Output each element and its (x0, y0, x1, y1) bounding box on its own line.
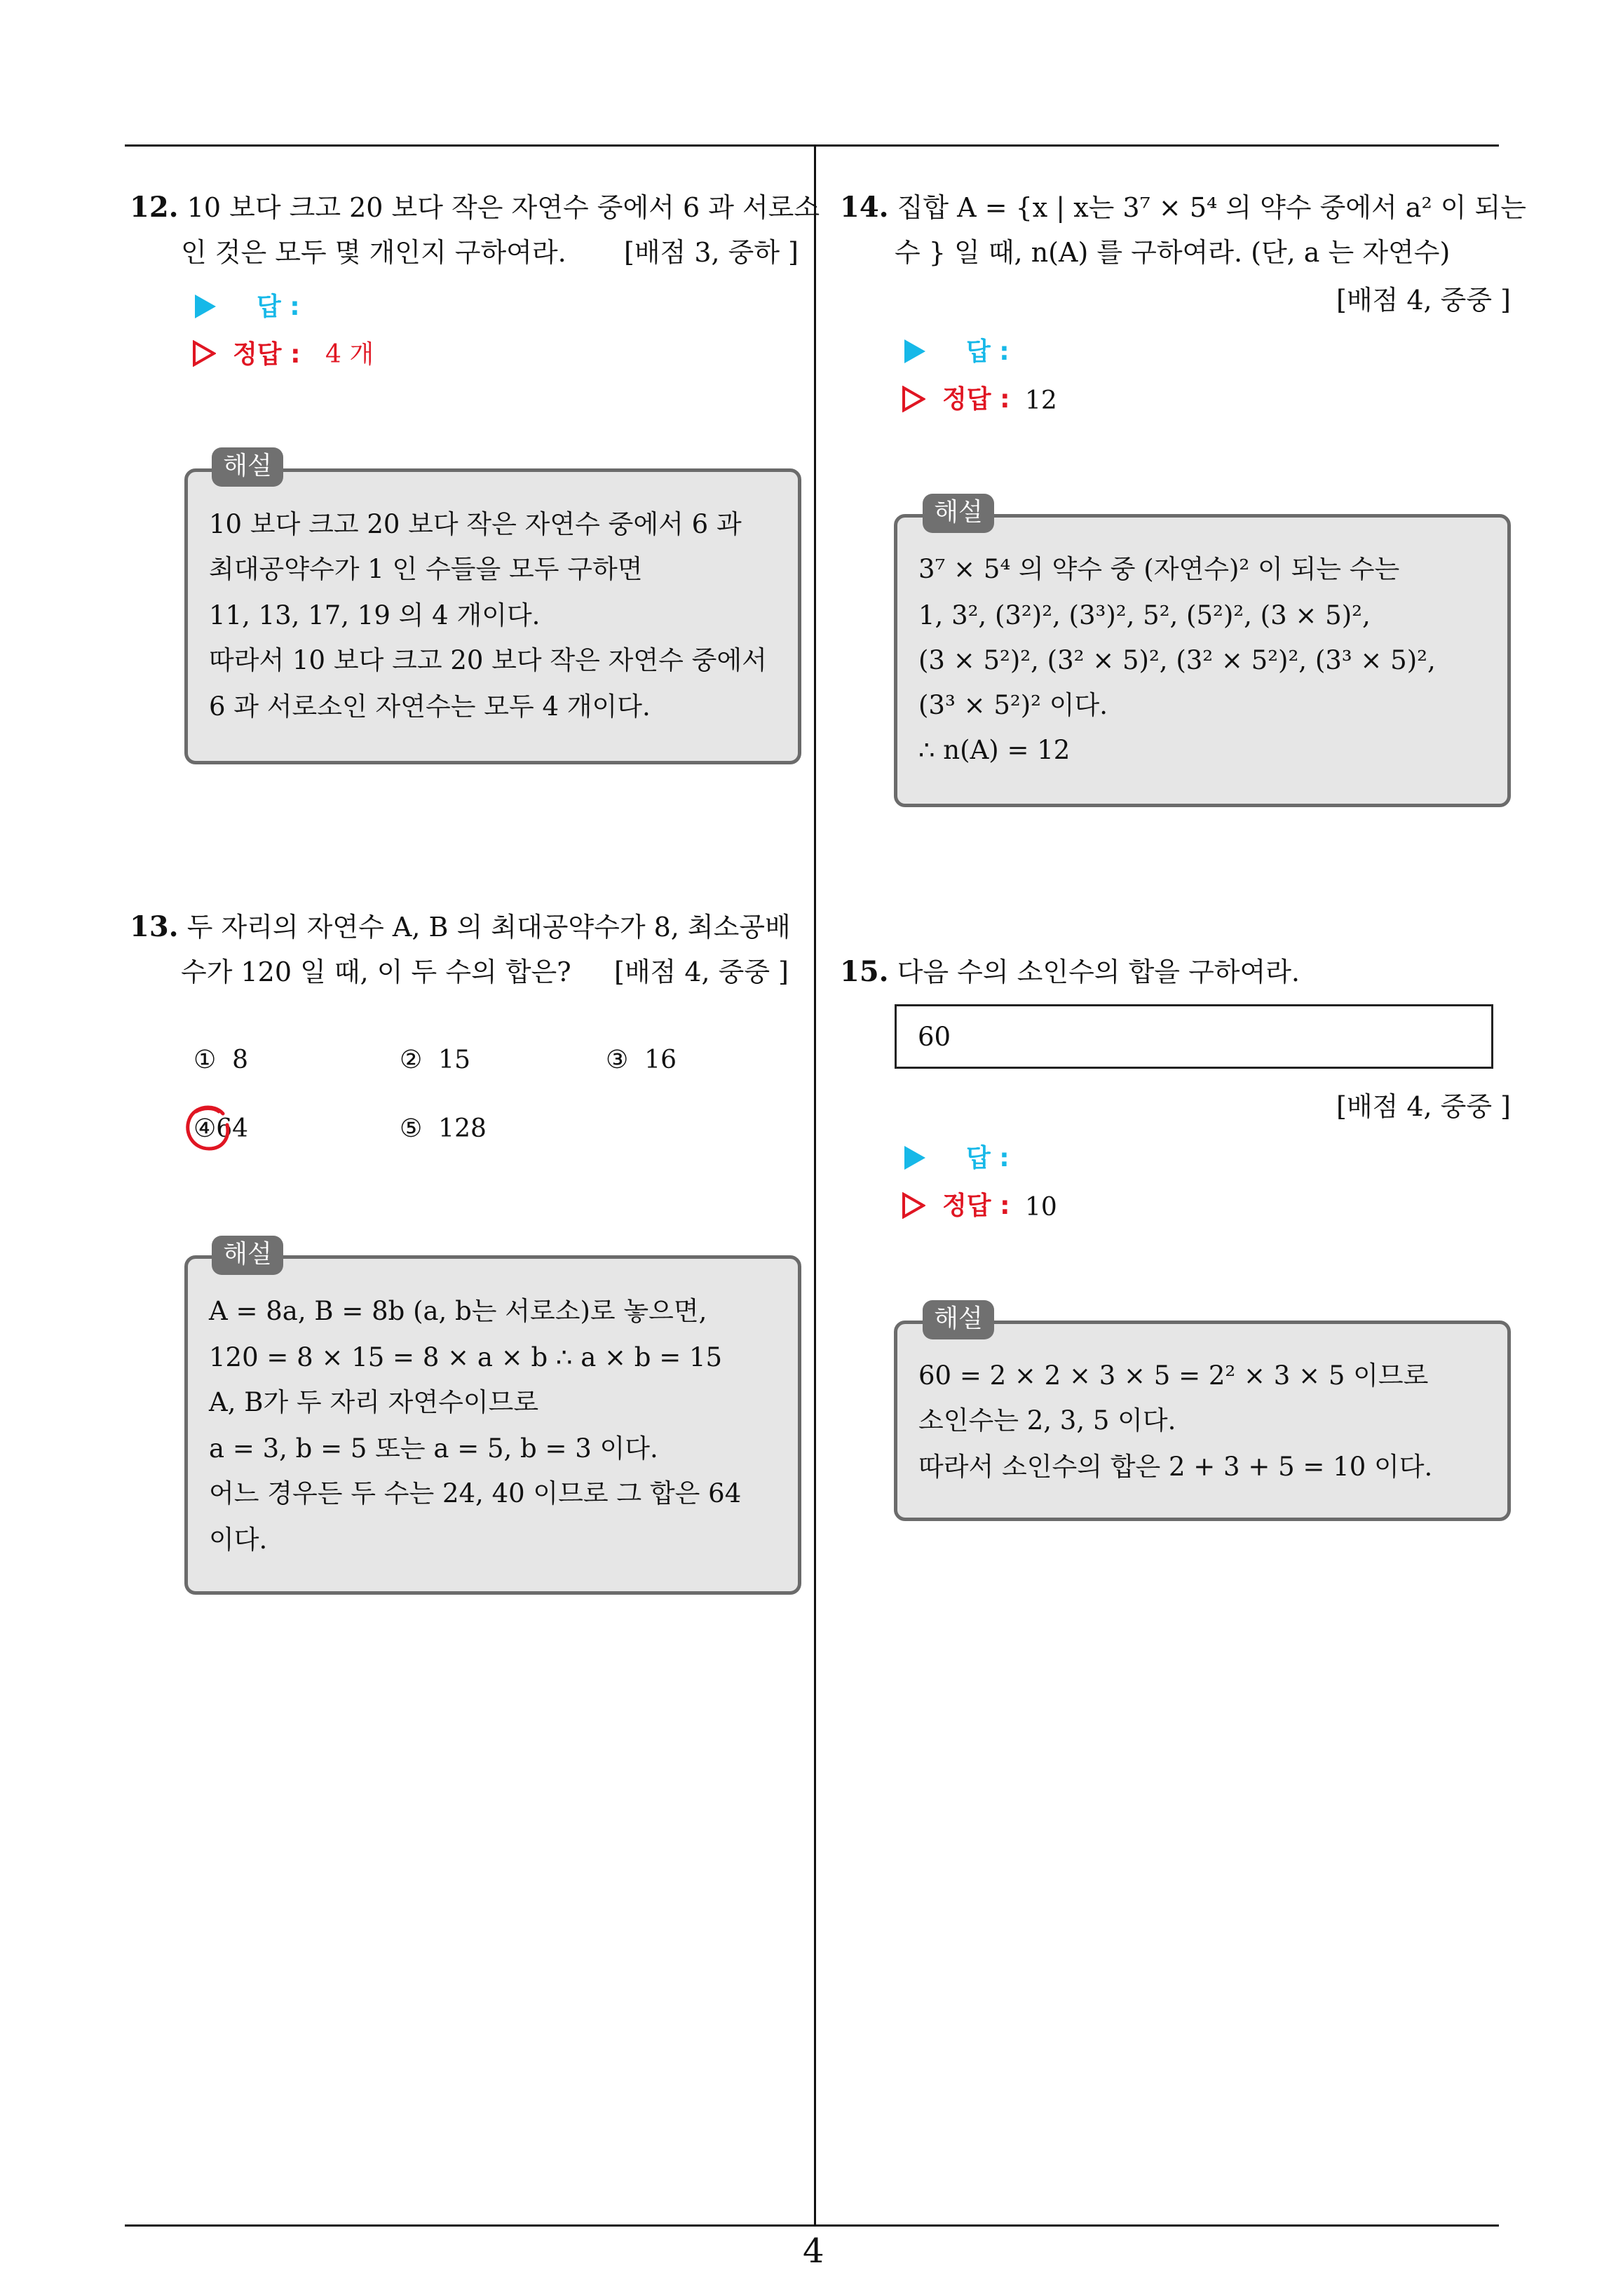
explanation-tab: 해설 (212, 447, 283, 487)
explanation-line: A, B가 두 자리 자연수이므로 (209, 1387, 539, 1417)
correct-triangle-icon (902, 386, 925, 412)
choice-mark: ③ (606, 1046, 629, 1074)
choice-value: 16 (644, 1046, 677, 1074)
score-label: [배점 3, 중하 ] (624, 237, 799, 268)
choice-mark: ④ (193, 1114, 217, 1143)
question-text-line1: 집합 A = {x | x는 3⁷ × 5⁴ 의 약수 중에서 a² 이 되는 (897, 192, 1526, 223)
choice-mark: ② (400, 1046, 423, 1074)
question-text-line1: 10 보다 크고 20 보다 작은 자연수 중에서 6 과 서로소 (186, 192, 820, 223)
answer-label: 답 : (966, 337, 1010, 366)
choice-3[interactable] (606, 1045, 677, 1076)
correct-triangle-icon (192, 340, 216, 367)
top-rule (125, 144, 1499, 147)
score-label: [배점 4, 중중 ] (1336, 285, 1511, 316)
explanation-line: 따라서 10 보다 크고 20 보다 작은 자연수 중에서 (209, 645, 767, 675)
correct-value: 4 개 (325, 340, 374, 369)
choice-mark: ① (193, 1046, 217, 1074)
explanation-line: 6 과 서로소인 자연수는 모두 4 개이다. (209, 691, 651, 722)
choice-2[interactable] (400, 1045, 470, 1076)
explanation-line: 어느 경우든 두 수는 24, 40 이므로 그 합은 64 (209, 1478, 742, 1508)
explanation-line: 이다. (209, 1525, 268, 1555)
score-label: [배점 4, 중중 ] (614, 957, 789, 987)
question-text-line2: 수가 120 일 때, 이 두 수의 합은? (181, 957, 571, 987)
correct-label: 정답 : (942, 385, 1010, 414)
bottom-rule (125, 2224, 1499, 2227)
selected-answer-circle-icon (182, 1102, 233, 1153)
explanation-line: ∴ n(A) = 12 (918, 735, 1071, 765)
page-number: 4 (803, 2231, 824, 2271)
question-number: 14. (840, 191, 889, 224)
question-text-line1: 다음 수의 소인수의 합을 구하여라. (897, 957, 1300, 987)
explanation-line: 120 = 8 × 15 = 8 × a × b ∴ a × b = 15 (209, 1342, 723, 1372)
choice-value: 128 (438, 1114, 487, 1143)
correct-triangle-icon (902, 1192, 925, 1219)
correct-label: 정답 : (233, 340, 301, 369)
question-number: 15. (840, 955, 889, 988)
explanation-tab: 해설 (923, 1300, 994, 1339)
explanation-line: 11, 13, 17, 19 의 4 개이다. (209, 600, 541, 630)
answer-arrow-icon (904, 1146, 925, 1170)
score-label: [배점 4, 중중 ] (1336, 1091, 1511, 1122)
correct-value: 12 (1025, 386, 1057, 415)
explanation-line: 최대공약수가 1 인 수들을 모두 구하면 (209, 554, 643, 584)
given-number-box (895, 1004, 1493, 1069)
choice-value: 8 (232, 1046, 249, 1074)
answer-arrow-icon (904, 339, 925, 363)
explanation-line: 1, 3², (3²)², (3³)², 5², (5²)², (3 × 5)², (918, 600, 1371, 630)
choice-1[interactable] (193, 1045, 248, 1076)
correct-value: 10 (1025, 1193, 1057, 1222)
question-text-line1: 두 자리의 자연수 A, B 의 최대공약수가 8, 최소공배 (186, 912, 791, 943)
question-number: 12. (130, 191, 179, 224)
question-number: 13. (130, 910, 179, 943)
question-text-line2: 수 } 일 때, n(A) 를 구하여라. (단, a 는 자연수) (895, 237, 1451, 268)
explanation-line: 60 = 2 × 2 × 3 × 5 = 2² × 3 × 5 이므로 (918, 1360, 1429, 1391)
explanation-line: a = 3, b = 5 또는 a = 5, b = 3 이다. (209, 1433, 658, 1464)
explanation-line: 3⁷ × 5⁴ 의 약수 중 (자연수)² 이 되는 수는 (918, 554, 1400, 584)
answer-label: 답 : (966, 1144, 1010, 1173)
explanation-line: 10 보다 크고 20 보다 작은 자연수 중에서 6 과 (209, 509, 742, 539)
choice-value: 15 (438, 1046, 470, 1074)
given-number: 60 (918, 1022, 951, 1052)
explanation-line: (3 × 5²)², (3² × 5)², (3² × 5²)², (3³ × 5)², (918, 645, 1436, 675)
choice-value: 64 (216, 1114, 249, 1143)
answer-label: 답 : (257, 292, 300, 321)
explanation-line: 따라서 소인수의 합은 2 + 3 + 5 = 10 이다. (918, 1452, 1433, 1482)
choice-mark: ⑤ (400, 1114, 423, 1143)
choice-5[interactable] (400, 1114, 487, 1144)
question-text-line2: 인 것은 모두 몇 개인지 구하여라. (181, 237, 566, 268)
column-divider (814, 144, 816, 2226)
answer-arrow-icon (195, 295, 216, 318)
explanation-tab: 해설 (923, 494, 994, 533)
explanation-tab: 해설 (212, 1236, 283, 1275)
explanation-line: 소인수는 2, 3, 5 이다. (918, 1405, 1176, 1436)
correct-label: 정답 : (942, 1191, 1010, 1220)
explanation-line: (3³ × 5²)² 이다. (918, 690, 1108, 720)
explanation-line: A = 8a, B = 8b (a, b는 서로소)로 놓으면, (209, 1296, 707, 1326)
